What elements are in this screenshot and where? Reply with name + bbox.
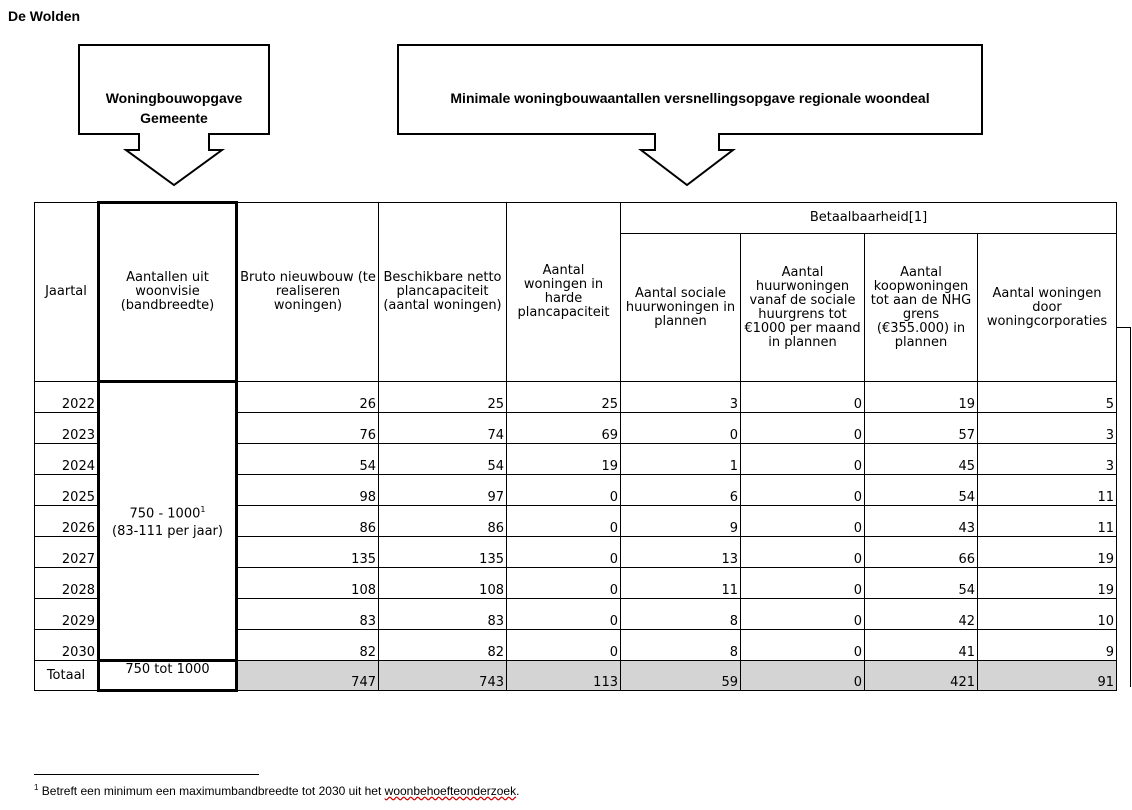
cell-harde: 0 (507, 537, 621, 568)
cell-sociale: 0 (621, 413, 741, 444)
cell-corporaties: 3 (978, 444, 1117, 475)
totals-label: Totaal (35, 661, 99, 691)
header-harde: Aantal woningen in harde plancapaciteit (507, 203, 621, 382)
callout-woondeal-text: Minimale woningbouwaantallen versnellingsopgave regionale woondeal (450, 90, 930, 106)
footnote-end: . (516, 784, 520, 798)
cell-harde: 25 (507, 382, 621, 413)
year-cell: 2023 (35, 413, 99, 444)
cell-koop-nhg: 19 (865, 382, 978, 413)
cell-harde: 0 (507, 568, 621, 599)
cell-harde: 0 (507, 599, 621, 630)
cell-corporaties: 19 (978, 568, 1117, 599)
cell-sociale: 6 (621, 475, 741, 506)
cell-netto: 108 (379, 568, 507, 599)
cell-huur1000: 0 (741, 599, 865, 630)
header-huur1000: Aantal huurwoningen vanaf de sociale huurgrens tot €1000 per maand in plannen (741, 234, 865, 382)
cell-koop-nhg: 42 (865, 599, 978, 630)
cell-huur1000: 0 (741, 568, 865, 599)
cell-koop-nhg: 54 (865, 568, 978, 599)
cell-koop-nhg: 45 (865, 444, 978, 475)
footnote-text: Betreft een minimum een maximumbandbreedte tot 2030 uit het (38, 784, 385, 798)
cell-corporaties: 5 (978, 382, 1117, 413)
year-cell: 2025 (35, 475, 99, 506)
year-cell: 2026 (35, 506, 99, 537)
header-netto: Beschikbare netto plancapaciteit (aantal woningen) (379, 203, 507, 382)
header-koop-nhg: Aantal koopwoningen tot aan de NHG grens (€355.000) in plannen (865, 234, 978, 382)
cell-netto: 135 (379, 537, 507, 568)
totals-range: 750 tot 1000 (99, 661, 237, 691)
year-cell: 2029 (35, 599, 99, 630)
totals-netto: 743 (379, 661, 507, 691)
cell-huur1000: 0 (741, 382, 865, 413)
totals-huur1000: 0 (741, 661, 865, 691)
cell-netto: 25 (379, 382, 507, 413)
cell-bruto: 26 (237, 382, 379, 413)
cell-sociale: 8 (621, 630, 741, 661)
cell-sociale: 11 (621, 568, 741, 599)
callout-gemeente-line2: Gemeente (140, 110, 208, 126)
cell-huur1000: 0 (741, 537, 865, 568)
cell-sociale: 9 (621, 506, 741, 537)
totals-koop-nhg: 421 (865, 661, 978, 691)
year-cell: 2024 (35, 444, 99, 475)
cell-corporaties: 3 (978, 413, 1117, 444)
cell-netto: 82 (379, 630, 507, 661)
cell-bruto: 86 (237, 506, 379, 537)
range-line2: (83-111 per jaar) (112, 524, 223, 540)
range-line1: 750 - 1000 (129, 506, 201, 522)
cell-corporaties: 11 (978, 475, 1117, 506)
housing-table (34, 201, 1117, 692)
table-row (35, 382, 1117, 413)
cell-harde: 69 (507, 413, 621, 444)
footnote (34, 783, 519, 798)
cell-harde: 0 (507, 630, 621, 661)
year-cell: 2022 (35, 382, 99, 413)
cell-sociale: 8 (621, 599, 741, 630)
cell-huur1000: 0 (741, 630, 865, 661)
cell-bruto: 83 (237, 599, 379, 630)
cell-huur1000: 0 (741, 444, 865, 475)
year-cell: 2028 (35, 568, 99, 599)
callout-gemeente-line1: Woningbouwopgave (105, 90, 243, 106)
header-corporaties: Aantal woningen door woningcorporaties (978, 234, 1117, 382)
cell-netto: 74 (379, 413, 507, 444)
cell-bruto: 54 (237, 444, 379, 475)
cell-sociale: 3 (621, 382, 741, 413)
range-footnote-marker: 1 (200, 504, 206, 514)
cell-corporaties: 11 (978, 506, 1117, 537)
cell-bruto: 76 (237, 413, 379, 444)
header-sociale: Aantal sociale huurwoningen in plannen (621, 234, 741, 382)
cell-koop-nhg: 57 (865, 413, 978, 444)
totals-row (35, 661, 1117, 691)
cell-corporaties: 9 (978, 630, 1117, 661)
totals-sociale: 59 (621, 661, 741, 691)
callout-regionale-woondeal (397, 44, 983, 188)
year-cell: 2030 (35, 630, 99, 661)
cell-koop-nhg: 41 (865, 630, 978, 661)
cell-netto: 97 (379, 475, 507, 506)
cell-netto: 83 (379, 599, 507, 630)
footnote-marker: 1 (34, 783, 39, 792)
table-right-border-stub (1116, 327, 1131, 687)
cell-netto: 54 (379, 444, 507, 475)
cell-koop-nhg: 66 (865, 537, 978, 568)
page-title: De Wolden (8, 8, 81, 24)
footnote-separator (34, 774, 259, 775)
footnote-link-word: woonbehoefteonderzoek (384, 784, 517, 798)
cell-huur1000: 0 (741, 413, 865, 444)
cell-netto: 86 (379, 506, 507, 537)
cell-bruto: 98 (237, 475, 379, 506)
year-cell: 2027 (35, 537, 99, 568)
cell-koop-nhg: 43 (865, 506, 978, 537)
cell-huur1000: 0 (741, 475, 865, 506)
cell-corporaties: 19 (978, 537, 1117, 568)
cell-koop-nhg: 54 (865, 475, 978, 506)
cell-harde: 0 (507, 506, 621, 537)
cell-harde: 19 (507, 444, 621, 475)
cell-bruto: 108 (237, 568, 379, 599)
header-year: Jaartal (35, 203, 99, 382)
totals-bruto: 747 (237, 661, 379, 691)
totals-corporaties: 91 (978, 661, 1117, 691)
cell-harde: 0 (507, 475, 621, 506)
callout-arrow-shape (397, 44, 983, 188)
cell-bruto: 82 (237, 630, 379, 661)
cell-bruto: 135 (237, 537, 379, 568)
woonvisie-range-cell (99, 382, 237, 661)
cell-sociale: 13 (621, 537, 741, 568)
header-betaalbaarheid: Betaalbaarheid[1] (621, 203, 1117, 234)
header-bruto: Bruto nieuwbouw (te realiseren woningen) (237, 203, 379, 382)
cell-corporaties: 10 (978, 599, 1117, 630)
header-woonvisie: Aantallen uit woonvisie (bandbreedte) (99, 203, 237, 382)
cell-sociale: 1 (621, 444, 741, 475)
totals-harde: 113 (507, 661, 621, 691)
cell-huur1000: 0 (741, 506, 865, 537)
callout-gemeente (78, 44, 270, 188)
